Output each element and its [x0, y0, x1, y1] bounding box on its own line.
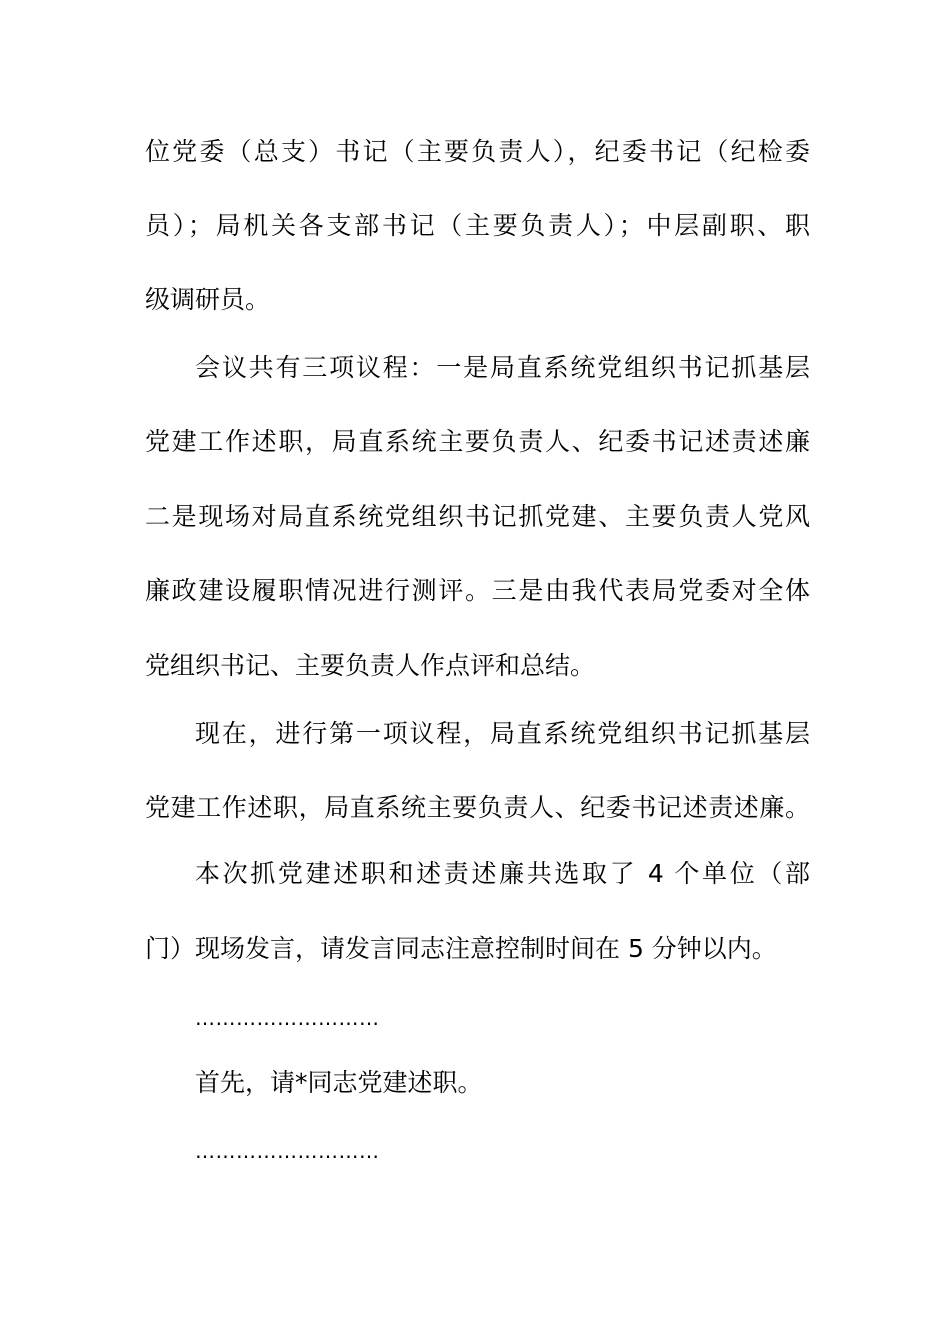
text-line-1: 位党委（总支）书记（主要负责人），纪委书记（纪检委 — [145, 137, 810, 166]
text-line-12: 门）现场发言，请发言同志注意控制时间在 5 分钟以内。 — [145, 934, 777, 963]
text-line-13: 首先，请*同志党建述职。 — [195, 1068, 483, 1097]
text-line-3: 级调研员。 — [145, 285, 271, 314]
ellipsis-separator-1: ……………………… — [195, 1006, 380, 1030]
ellipsis-separator-2: ……………………… — [195, 1139, 380, 1163]
text-line-4: 会议共有三项议程：一是局直系统党组织书记抓基层 — [195, 353, 810, 382]
text-line-2: 员）；局机关各支部书记（主要负责人）；中层副职、职 — [145, 211, 810, 240]
text-line-5: 党建工作述职，局直系统主要负责人、纪委书记述责述廉 — [145, 427, 810, 456]
text-line-9: 现在，进行第一项议程，局直系统党组织书记抓基层 — [195, 719, 810, 748]
text-line-6: 二是现场对局直系统党组织书记抓党建、主要负责人党风 — [145, 502, 810, 531]
text-line-11: 本次抓党建述职和述责述廉共选取了 4 个单位（部 — [195, 859, 810, 888]
text-line-10: 党建工作述职，局直系统主要负责人、纪委书记述责述廉。 — [145, 793, 810, 822]
text-line-8: 党组织书记、主要负责人作点评和总结。 — [145, 651, 596, 680]
text-line-7: 廉政建设履职情况进行测评。三是由我代表局党委对全体 — [145, 576, 810, 605]
